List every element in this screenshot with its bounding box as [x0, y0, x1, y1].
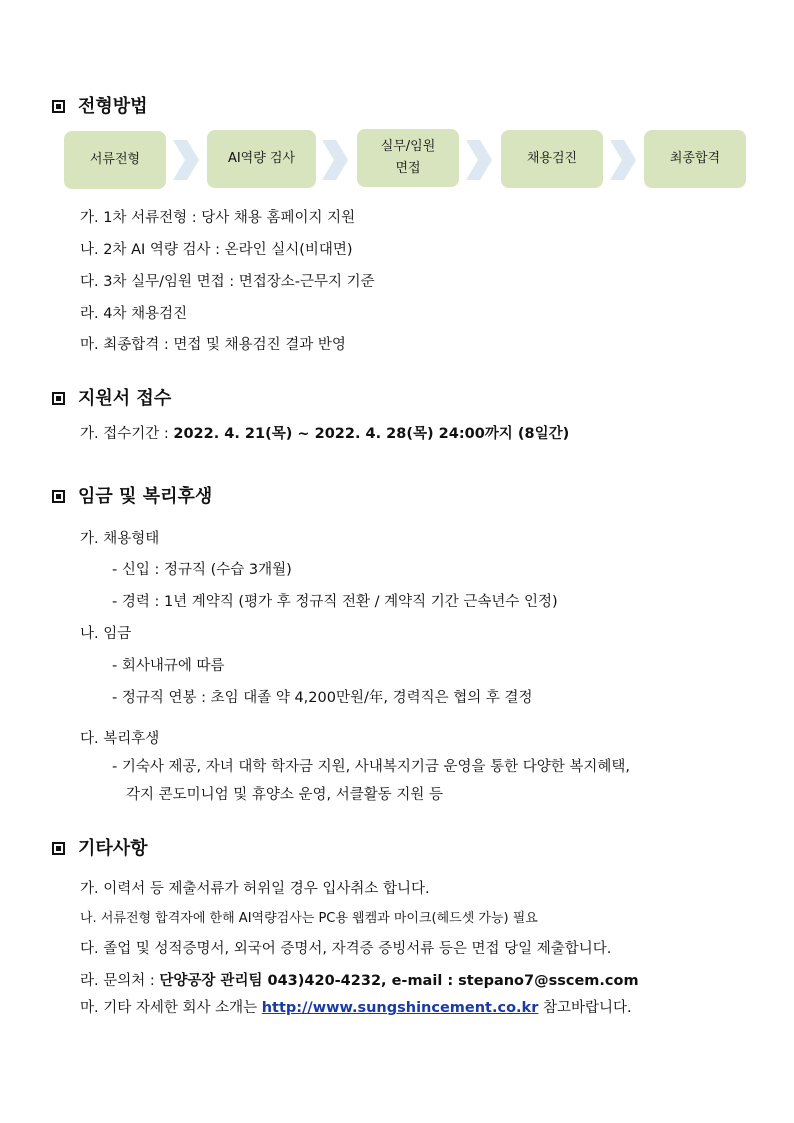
process-line-2: 나. 2차 AI 역량 검사 : 온라인 실시(비대면) — [80, 242, 353, 258]
section-title-text: 지원서 접수 — [78, 388, 172, 409]
etc-contact-value: 단양공장 관리팀 043)420-4232, e-mail : stepano7@sscem.com — [159, 973, 639, 989]
etc-line-1: 가. 이력서 등 제출서류가 허위일 경우 입사취소 합니다. — [80, 881, 430, 897]
process-line-1: 가. 1차 서류전형 : 당사 채용 홈페이지 지원 — [80, 210, 356, 226]
section-title-etc — [52, 834, 148, 860]
chevron-right-icon — [608, 138, 638, 182]
section-title-application — [52, 384, 171, 410]
wage-benefits-item: - 기숙사 제공, 자녀 대학 학자금 지원, 사내복지기금 운영을 통한 다양한 복지혜택, — [112, 759, 630, 775]
square-bullet-icon — [52, 490, 65, 503]
etc-website-prefix: 마. 기타 자세한 회사 소개는 — [80, 1000, 262, 1016]
wage-salary-item: - 회사내규에 따름 — [112, 658, 225, 674]
wage-salary-item: - 정규직 연봉 : 초임 대졸 약 4,200만원/年, 경력직은 협의 후 결정 — [112, 690, 533, 706]
section-title-text: 임금 및 복리후생 — [78, 486, 213, 507]
application-period — [80, 422, 569, 443]
wage-benefits: 다. 복리후생 — [80, 731, 160, 747]
etc-contact-label: 라. 문의처 : — [80, 973, 160, 989]
step-final-pass: 최종합격 — [644, 130, 746, 188]
wage-employment-item: - 신입 : 정규직 (수습 3개월) — [112, 562, 292, 578]
step-ai-assessment: AI역량 검사 — [207, 130, 316, 188]
square-bullet-icon — [52, 392, 65, 405]
etc-line-3: 다. 졸업 및 성적증명서, 외국어 증명서, 자격증 증빙서류 등은 면접 당일 제출합니다. — [80, 941, 612, 957]
application-period-value: 2022. 4. 21(목) ~ 2022. 4. 28(목) 24:00까지 (8일간) — [173, 426, 570, 442]
section-title-text: 전형방법 — [78, 96, 148, 117]
step-interview: 실무/임원 면접 — [357, 129, 459, 187]
step-document-screening: 서류전형 — [64, 131, 166, 189]
chevron-right-icon — [320, 138, 350, 182]
etc-website — [80, 996, 632, 1017]
process-line-5: 마. 최종합격 : 면접 및 채용검진 결과 반영 — [80, 337, 346, 353]
wage-employment-item: - 경력 : 1년 계약직 (평가 후 정규직 전환 / 계약직 기간 근속년수 인정) — [112, 594, 558, 610]
application-period-label: 가. 접수기간 : — [80, 426, 174, 442]
etc-line-2: 나. 서류전형 합격자에 한해 AI역량검사는 PC용 웹켐과 마이크(헤드셋 가능) 필요 — [80, 911, 538, 926]
process-line-3: 다. 3차 실무/임원 면접 : 면접장소-근무지 기준 — [80, 274, 375, 290]
process-line-4: 라. 4차 채용검진 — [80, 306, 188, 322]
section-title-text: 기타사항 — [78, 838, 148, 859]
etc-contact — [80, 969, 639, 990]
section-title-wage — [52, 482, 212, 508]
wage-employment-type: 가. 채용형태 — [80, 531, 160, 547]
square-bullet-icon — [52, 842, 65, 855]
etc-website-suffix: 참고바랍니다. — [538, 1000, 632, 1016]
wage-salary: 나. 임금 — [80, 626, 132, 642]
step-medical-checkup: 채용검진 — [501, 130, 603, 188]
section-title-process — [52, 92, 148, 118]
company-website-link[interactable]: http://www.sungshincement.co.kr — [261, 1000, 539, 1016]
square-bullet-icon — [52, 100, 65, 113]
chevron-right-icon — [171, 138, 201, 182]
chevron-right-icon — [464, 138, 494, 182]
wage-benefits-item: 각지 콘도미니엄 및 휴양소 운영, 서클활동 지원 등 — [126, 787, 444, 803]
